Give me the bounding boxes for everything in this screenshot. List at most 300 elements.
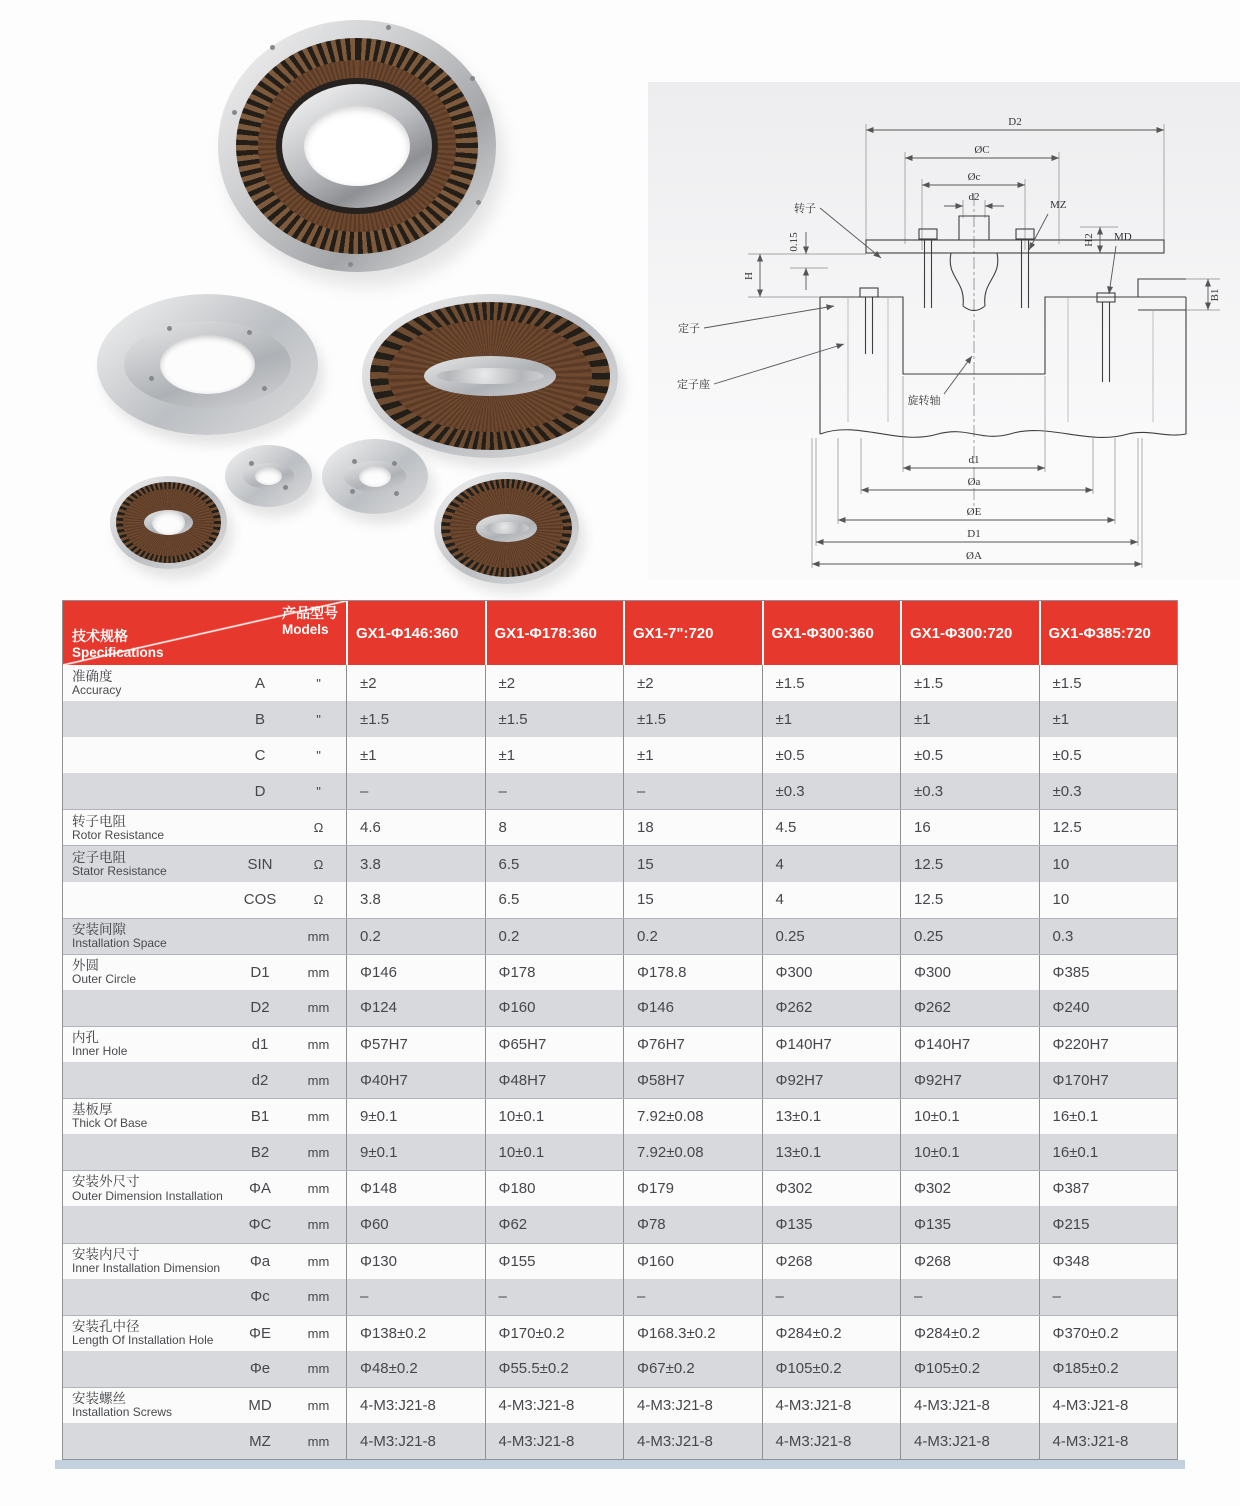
symbol-cell: MD bbox=[248, 1396, 272, 1414]
symbol-cell: Φe bbox=[249, 1360, 271, 1378]
value-cell: 12.5 bbox=[900, 882, 1039, 918]
value-cell: Φ268 bbox=[900, 1244, 1039, 1279]
spec-row-A bbox=[63, 665, 1177, 701]
value-cell: Φ92H7 bbox=[900, 1062, 1039, 1098]
unit-cell: " bbox=[316, 675, 321, 691]
photo-small-rotor-disc bbox=[110, 476, 227, 569]
spec-name-cell bbox=[63, 810, 229, 845]
value-cell: 4-M3:J21-8 bbox=[623, 1388, 762, 1423]
screw-hole-icon bbox=[149, 376, 154, 381]
value-cell: Φ48±0.2 bbox=[346, 1351, 485, 1387]
value-cell: ±0.5 bbox=[900, 737, 1039, 773]
value-cell: 4.5 bbox=[762, 810, 901, 845]
value-cell: Φ178 bbox=[485, 955, 624, 990]
stator-inner-lines bbox=[848, 297, 1153, 422]
value-cell: Φ140H7 bbox=[900, 1027, 1039, 1062]
spec-row-MZ bbox=[63, 1423, 1177, 1459]
spec-name-cell bbox=[63, 1244, 229, 1279]
symbol-cell: d1 bbox=[251, 1035, 269, 1053]
label-stator-base: 定子座 bbox=[677, 379, 710, 391]
value-cell: 4-M3:J21-8 bbox=[1039, 1388, 1178, 1423]
dim-label-D1: D1 bbox=[967, 528, 981, 540]
value-cell: – bbox=[485, 773, 624, 809]
value-cell: Φ302 bbox=[762, 1171, 901, 1206]
spec-name-cn: 内孔 bbox=[72, 1030, 99, 1046]
rotor-center-dish bbox=[436, 368, 544, 384]
value-cell: 4-M3:J21-8 bbox=[485, 1388, 624, 1423]
spec-row-B1 bbox=[63, 1098, 1177, 1134]
spec-name-en: Rotor Resistance bbox=[72, 827, 165, 842]
dim-label-d2: d2 bbox=[968, 191, 980, 203]
unit-cell: " bbox=[316, 711, 321, 727]
unit-cell: mm bbox=[307, 1216, 330, 1232]
symbol-cell: COS bbox=[243, 891, 277, 909]
stator-section bbox=[820, 297, 1186, 374]
symbol-cell: D2 bbox=[250, 999, 270, 1017]
value-cell: 8 bbox=[485, 810, 624, 845]
value-cell: Φ179 bbox=[623, 1171, 762, 1206]
value-cell: Φ284±0.2 bbox=[900, 1316, 1039, 1351]
value-cell: 0.3 bbox=[1039, 919, 1178, 954]
value-cell: ±2 bbox=[623, 665, 762, 701]
dim-label-Oc: Øc bbox=[967, 171, 981, 183]
dim-label-OA: ØA bbox=[966, 550, 982, 562]
symbol-cell: d2 bbox=[251, 1071, 269, 1089]
md-screw-right bbox=[1097, 293, 1115, 382]
spec-row-ΦA bbox=[63, 1170, 1177, 1206]
value-cell: 4 bbox=[762, 846, 901, 881]
models-label-cn: 产品型号 bbox=[282, 605, 338, 621]
value-cell: Φ148 bbox=[346, 1171, 485, 1206]
value-cell: ±1 bbox=[485, 737, 624, 773]
value-cell: Φ146 bbox=[346, 955, 485, 990]
value-cell: Φ130 bbox=[346, 1244, 485, 1279]
value-cell: Φ170±0.2 bbox=[485, 1316, 624, 1351]
photo-small-silver-disc-2 bbox=[322, 439, 428, 514]
value-cell: Φ155 bbox=[485, 1244, 624, 1279]
value-cell: 0.2 bbox=[346, 919, 485, 954]
value-cell: ±1.5 bbox=[346, 701, 485, 737]
symbol-cell: ΦC bbox=[248, 1215, 272, 1233]
value-cell: 10 bbox=[1039, 846, 1178, 881]
symbol-cell: Φa bbox=[249, 1252, 271, 1270]
symbol-cell bbox=[229, 919, 291, 954]
spec-row-ΦE bbox=[63, 1315, 1177, 1351]
table-header bbox=[63, 601, 1177, 665]
value-cell: Φ48H7 bbox=[485, 1062, 624, 1098]
spec-name-en: Inner Hole bbox=[72, 1044, 128, 1059]
value-cell: Φ65H7 bbox=[485, 1027, 624, 1062]
spec-name-en: Installation Screws bbox=[72, 1405, 173, 1420]
value-cell: – bbox=[900, 1279, 1039, 1315]
spec-row-D bbox=[63, 773, 1177, 809]
screw-hole-icon bbox=[270, 45, 275, 50]
value-cell: 4-M3:J21-8 bbox=[900, 1423, 1039, 1459]
spec-name-en: Installation Space bbox=[72, 935, 167, 950]
value-cell: Φ78 bbox=[623, 1206, 762, 1242]
break-line bbox=[820, 430, 1186, 438]
value-cell: 4-M3:J21-8 bbox=[900, 1388, 1039, 1423]
unit-cell: " bbox=[316, 747, 321, 763]
rotor-center-hole bbox=[152, 510, 185, 535]
unit-cell: mm bbox=[307, 1036, 330, 1052]
value-cell: 4-M3:J21-8 bbox=[346, 1423, 485, 1459]
spec-label-en: Specifications bbox=[72, 644, 164, 660]
unit-cell: mm bbox=[307, 1397, 330, 1413]
spec-row-installation-space bbox=[63, 918, 1177, 954]
value-cell: – bbox=[485, 1279, 624, 1315]
spec-name-en: Outer Circle bbox=[72, 972, 137, 987]
spec-name-cn: 准确度 bbox=[72, 668, 113, 684]
spec-row-COS bbox=[63, 882, 1177, 918]
spec-name-cell bbox=[63, 1206, 229, 1242]
unit-cell: mm bbox=[307, 1181, 330, 1197]
value-cell: 10±0.1 bbox=[900, 1134, 1039, 1170]
specifications-table bbox=[62, 600, 1178, 1460]
value-cell: ±1.5 bbox=[1039, 665, 1178, 701]
photo-large-rotor-ring bbox=[190, 10, 520, 285]
value-cell: ±0.3 bbox=[762, 773, 901, 809]
spec-name-cell bbox=[63, 919, 229, 954]
spec-name-cell bbox=[63, 773, 229, 809]
spec-name-cell bbox=[63, 1316, 229, 1351]
photo-medium-rotor-disc bbox=[434, 472, 579, 584]
value-cell: ±1.5 bbox=[623, 701, 762, 737]
value-cell: – bbox=[762, 1279, 901, 1315]
unit-cell: Ω bbox=[313, 820, 324, 836]
screw-hole-icon bbox=[350, 489, 355, 494]
rotor-center-dish bbox=[484, 522, 529, 534]
models-label-en: Models bbox=[282, 621, 329, 637]
value-cell: Φ60 bbox=[346, 1206, 485, 1242]
value-cell: Φ146 bbox=[623, 990, 762, 1026]
value-cell: ±1 bbox=[900, 701, 1039, 737]
bottom-scan-strip bbox=[55, 1460, 1185, 1469]
value-cell: Φ138±0.2 bbox=[346, 1316, 485, 1351]
dim-label-Oa: Øa bbox=[967, 476, 981, 488]
symbol-cell: C bbox=[254, 746, 266, 764]
spec-name-cn: 转子电阻 bbox=[72, 813, 126, 829]
screw-hole-icon bbox=[167, 326, 172, 331]
disc-center-hole bbox=[255, 467, 282, 485]
value-cell: Φ387 bbox=[1039, 1171, 1178, 1206]
value-cell: Φ300 bbox=[900, 955, 1039, 990]
value-cell: Φ302 bbox=[900, 1171, 1039, 1206]
model-column-header-2: GX1-Φ178:360 bbox=[485, 601, 624, 665]
screw-hole-icon bbox=[476, 200, 481, 205]
value-cell: ±1 bbox=[346, 737, 485, 773]
value-cell: Φ62 bbox=[485, 1206, 624, 1242]
value-cell: 7.92±0.08 bbox=[623, 1099, 762, 1134]
symbol-cell: Φc bbox=[250, 1288, 270, 1306]
screw-hole-icon bbox=[348, 262, 353, 267]
value-cell: Φ57H7 bbox=[346, 1027, 485, 1062]
value-cell: 4-M3:J21-8 bbox=[485, 1423, 624, 1459]
value-cell: 3.8 bbox=[346, 846, 485, 881]
model-column-header-6: GX1-Φ385:720 bbox=[1039, 601, 1178, 665]
value-cell: 13±0.1 bbox=[762, 1134, 901, 1170]
photo-rotor-disc-large bbox=[362, 294, 618, 458]
spec-name-cell bbox=[63, 1351, 229, 1387]
screw-hole-icon bbox=[262, 386, 267, 391]
symbol-cell: B2 bbox=[250, 1143, 270, 1161]
unit-cell: mm bbox=[307, 964, 330, 980]
disc-center-hole bbox=[359, 466, 391, 487]
screw-hole-icon bbox=[247, 330, 252, 335]
symbol-cell: A bbox=[254, 674, 265, 692]
value-cell: Φ105±0.2 bbox=[762, 1351, 901, 1387]
value-cell: Φ76H7 bbox=[623, 1027, 762, 1062]
unit-cell: mm bbox=[307, 1433, 330, 1449]
spec-name-cell bbox=[63, 1134, 229, 1170]
spec-name-cell bbox=[63, 846, 229, 881]
dim-label-H2: H2 bbox=[1083, 233, 1095, 247]
value-cell: Φ105±0.2 bbox=[900, 1351, 1039, 1387]
value-cell: ±1 bbox=[623, 737, 762, 773]
value-cell: 12.5 bbox=[1039, 810, 1178, 845]
spec-row-SIN bbox=[63, 845, 1177, 881]
spec-row-d1 bbox=[63, 1026, 1177, 1062]
value-cell: 13±0.1 bbox=[762, 1099, 901, 1134]
photo-disc-group bbox=[70, 285, 670, 590]
symbol-cell: SIN bbox=[247, 855, 273, 873]
value-cell: 18 bbox=[623, 810, 762, 845]
value-cell: Φ262 bbox=[762, 990, 901, 1026]
dim-label-gap: 0.15 bbox=[788, 232, 800, 252]
value-cell: ±1 bbox=[1039, 701, 1178, 737]
unit-cell: mm bbox=[307, 1325, 330, 1341]
rotor-center-hole bbox=[304, 106, 410, 186]
photo-stator-disc-large bbox=[97, 294, 318, 435]
symbol-cell: D1 bbox=[250, 963, 270, 981]
screw-hole-icon bbox=[249, 461, 254, 466]
spec-name-cell bbox=[63, 1388, 229, 1423]
screw-hole-icon bbox=[470, 76, 475, 81]
spec-row-D1 bbox=[63, 954, 1177, 990]
screw-hole-icon bbox=[283, 485, 288, 490]
spec-name-en: Stator Resistance bbox=[72, 863, 167, 878]
value-cell: 4-M3:J21-8 bbox=[346, 1388, 485, 1423]
model-column-header-5: GX1-Φ300:720 bbox=[900, 601, 1039, 665]
models-header-label bbox=[282, 606, 338, 637]
value-cell: – bbox=[623, 1279, 762, 1315]
value-cell: ±0.3 bbox=[900, 773, 1039, 809]
value-cell: Φ240 bbox=[1039, 990, 1178, 1026]
dim-label-OC: ØC bbox=[974, 144, 990, 156]
value-cell: Φ124 bbox=[346, 990, 485, 1026]
value-cell: Φ185±0.2 bbox=[1039, 1351, 1178, 1387]
spec-name-cell bbox=[63, 1171, 229, 1206]
spec-row-Φa bbox=[63, 1243, 1177, 1279]
symbol-cell: MZ bbox=[249, 1432, 271, 1450]
unit-cell: mm bbox=[307, 1361, 330, 1377]
model-column-header-3: GX1-7":720 bbox=[623, 601, 762, 665]
value-cell: – bbox=[346, 773, 485, 809]
value-cell: 16±0.1 bbox=[1039, 1134, 1178, 1170]
unit-cell: mm bbox=[307, 1144, 330, 1160]
spec-name-cell bbox=[63, 955, 229, 990]
value-cell: Φ262 bbox=[900, 990, 1039, 1026]
value-cell: Φ40H7 bbox=[346, 1062, 485, 1098]
value-cell: 15 bbox=[623, 846, 762, 881]
value-cell: Φ135 bbox=[900, 1206, 1039, 1242]
label-md: MD bbox=[1114, 231, 1132, 243]
screw-hole-icon bbox=[352, 459, 357, 464]
value-cell: 4-M3:J21-8 bbox=[762, 1388, 901, 1423]
value-cell: 10±0.1 bbox=[485, 1134, 624, 1170]
value-cell: Φ180 bbox=[485, 1171, 624, 1206]
value-cell: 0.2 bbox=[485, 919, 624, 954]
spec-name-en: Accuracy bbox=[72, 682, 122, 697]
spec-name-en: Thick Of Base bbox=[72, 1116, 148, 1131]
unit-cell: " bbox=[316, 783, 321, 799]
value-cell: 10±0.1 bbox=[900, 1099, 1039, 1134]
value-cell: Φ55.5±0.2 bbox=[485, 1351, 624, 1387]
spec-row-Φe bbox=[63, 1351, 1177, 1387]
value-cell: Φ135 bbox=[762, 1206, 901, 1242]
value-cell: Φ168.3±0.2 bbox=[623, 1316, 762, 1351]
spec-name-cell bbox=[63, 701, 229, 737]
symbol-cell bbox=[229, 810, 291, 845]
spec-row-C bbox=[63, 737, 1177, 773]
value-cell: Φ220H7 bbox=[1039, 1027, 1178, 1062]
value-cell: 16 bbox=[900, 810, 1039, 845]
value-cell: Φ58H7 bbox=[623, 1062, 762, 1098]
label-mz: MZ bbox=[1050, 199, 1067, 211]
value-cell: ±2 bbox=[346, 665, 485, 701]
unit-cell: mm bbox=[307, 1072, 330, 1088]
label-shaft: 旋转轴 bbox=[907, 395, 941, 407]
photo-small-silver-disc-1 bbox=[225, 445, 312, 507]
symbol-cell: B bbox=[254, 710, 265, 728]
spec-name-cell bbox=[63, 665, 229, 701]
value-cell: Φ268 bbox=[762, 1244, 901, 1279]
value-cell: ±2 bbox=[485, 665, 624, 701]
symbol-cell: ΦA bbox=[249, 1180, 271, 1198]
value-cell: Φ370±0.2 bbox=[1039, 1316, 1178, 1351]
screw-hole-icon bbox=[392, 461, 397, 466]
spec-name-cn: 安装外尺寸 bbox=[72, 1174, 140, 1190]
value-cell: 4-M3:J21-8 bbox=[1039, 1423, 1178, 1459]
value-cell: Φ300 bbox=[762, 955, 901, 990]
spec-name-cn: 外圆 bbox=[72, 957, 99, 973]
value-cell: 10 bbox=[1039, 882, 1178, 918]
value-cell: 16±0.1 bbox=[1039, 1099, 1178, 1134]
value-cell: 12.5 bbox=[900, 846, 1039, 881]
value-cell: 15 bbox=[623, 882, 762, 918]
unit-cell: mm bbox=[307, 1000, 330, 1016]
value-cell: ±1 bbox=[762, 701, 901, 737]
value-cell: ±0.3 bbox=[1039, 773, 1178, 809]
value-cell: ±1.5 bbox=[900, 665, 1039, 701]
spec-row-B2 bbox=[63, 1134, 1177, 1170]
value-cell: – bbox=[623, 773, 762, 809]
spec-name-cell bbox=[63, 1423, 229, 1459]
spec-name-cell bbox=[63, 990, 229, 1026]
spec-name-cn: 定子电阻 bbox=[72, 849, 126, 865]
unit-cell: Ω bbox=[313, 856, 324, 872]
value-cell: 6.5 bbox=[485, 846, 624, 881]
value-cell: 4.6 bbox=[346, 810, 485, 845]
spec-name-cell bbox=[63, 1062, 229, 1098]
value-cell: 0.2 bbox=[623, 919, 762, 954]
spec-name-cell bbox=[63, 1099, 229, 1134]
spec-name-cn: 安装间隙 bbox=[72, 921, 126, 937]
value-cell: Φ348 bbox=[1039, 1244, 1178, 1279]
stator-center-hole bbox=[160, 335, 255, 394]
spec-name-en: Inner Installation Dimension bbox=[72, 1260, 221, 1275]
spec-models-header-cell bbox=[63, 601, 346, 665]
value-cell: Φ284±0.2 bbox=[762, 1316, 901, 1351]
spec-row-d2 bbox=[63, 1062, 1177, 1098]
unit-cell: mm bbox=[307, 928, 330, 944]
value-cell: 0.25 bbox=[900, 919, 1039, 954]
value-cell: 6.5 bbox=[485, 882, 624, 918]
spec-name-cn: 安装螺丝 bbox=[72, 1391, 126, 1407]
value-cell: Φ160 bbox=[485, 990, 624, 1026]
symbol-cell: B1 bbox=[250, 1108, 270, 1126]
value-cell: 4-M3:J21-8 bbox=[762, 1423, 901, 1459]
value-cell: Φ215 bbox=[1039, 1206, 1178, 1242]
spec-row-Φc bbox=[63, 1279, 1177, 1315]
spec-name-cn: 安装内尺寸 bbox=[72, 1246, 140, 1262]
spec-name-cell bbox=[63, 1279, 229, 1315]
value-cell: – bbox=[346, 1279, 485, 1315]
dim-label-d1: d1 bbox=[968, 454, 980, 466]
value-cell: 0.25 bbox=[762, 919, 901, 954]
value-cell: 4 bbox=[762, 882, 901, 918]
dim-label-H: H bbox=[743, 272, 755, 280]
value-cell: 7.92±0.08 bbox=[623, 1134, 762, 1170]
value-cell: 9±0.1 bbox=[346, 1099, 485, 1134]
value-cell: 3.8 bbox=[346, 882, 485, 918]
value-cell: Φ67±0.2 bbox=[623, 1351, 762, 1387]
symbol-cell: ΦE bbox=[249, 1324, 271, 1342]
dim-label-OE: ØE bbox=[966, 506, 982, 518]
label-stator: 定子 bbox=[678, 323, 700, 335]
model-column-header-4: GX1-Φ300:360 bbox=[762, 601, 901, 665]
model-column-header-1: GX1-Φ146:360 bbox=[346, 601, 485, 665]
spec-row-ΦC bbox=[63, 1206, 1177, 1242]
spec-name-cell bbox=[63, 882, 229, 918]
table-body bbox=[63, 665, 1177, 1459]
value-cell: Φ92H7 bbox=[762, 1062, 901, 1098]
screw-hole-icon bbox=[394, 491, 399, 496]
spec-row-rotor-resistance bbox=[63, 809, 1177, 845]
stator-flange bbox=[1138, 279, 1186, 310]
value-cell: ±1.5 bbox=[485, 701, 624, 737]
spec-name-cn: 安装孔中径 bbox=[72, 1318, 140, 1334]
value-cell: 4-M3:J21-8 bbox=[623, 1423, 762, 1459]
unit-cell: Ω bbox=[313, 892, 324, 908]
unit-cell: mm bbox=[307, 1109, 330, 1125]
value-cell: ±1.5 bbox=[762, 665, 901, 701]
spec-name-en: Length Of Installation Hole bbox=[72, 1333, 214, 1348]
value-cell: ±0.5 bbox=[762, 737, 901, 773]
screw-hole-icon bbox=[386, 25, 391, 30]
stator-walls bbox=[820, 297, 1186, 434]
dim-label-D2: D2 bbox=[1008, 116, 1022, 128]
value-cell: Φ178.8 bbox=[623, 955, 762, 990]
value-cell: Φ140H7 bbox=[762, 1027, 901, 1062]
spec-name-cn: 基板厚 bbox=[72, 1102, 113, 1118]
rotor-outer-rim bbox=[218, 20, 496, 272]
dim-label-B1: B1 bbox=[1209, 288, 1221, 302]
spec-header-label bbox=[72, 629, 164, 660]
symbol-cell: D bbox=[254, 782, 266, 800]
stator-screw-left bbox=[860, 288, 878, 354]
unit-cell: mm bbox=[307, 1253, 330, 1269]
